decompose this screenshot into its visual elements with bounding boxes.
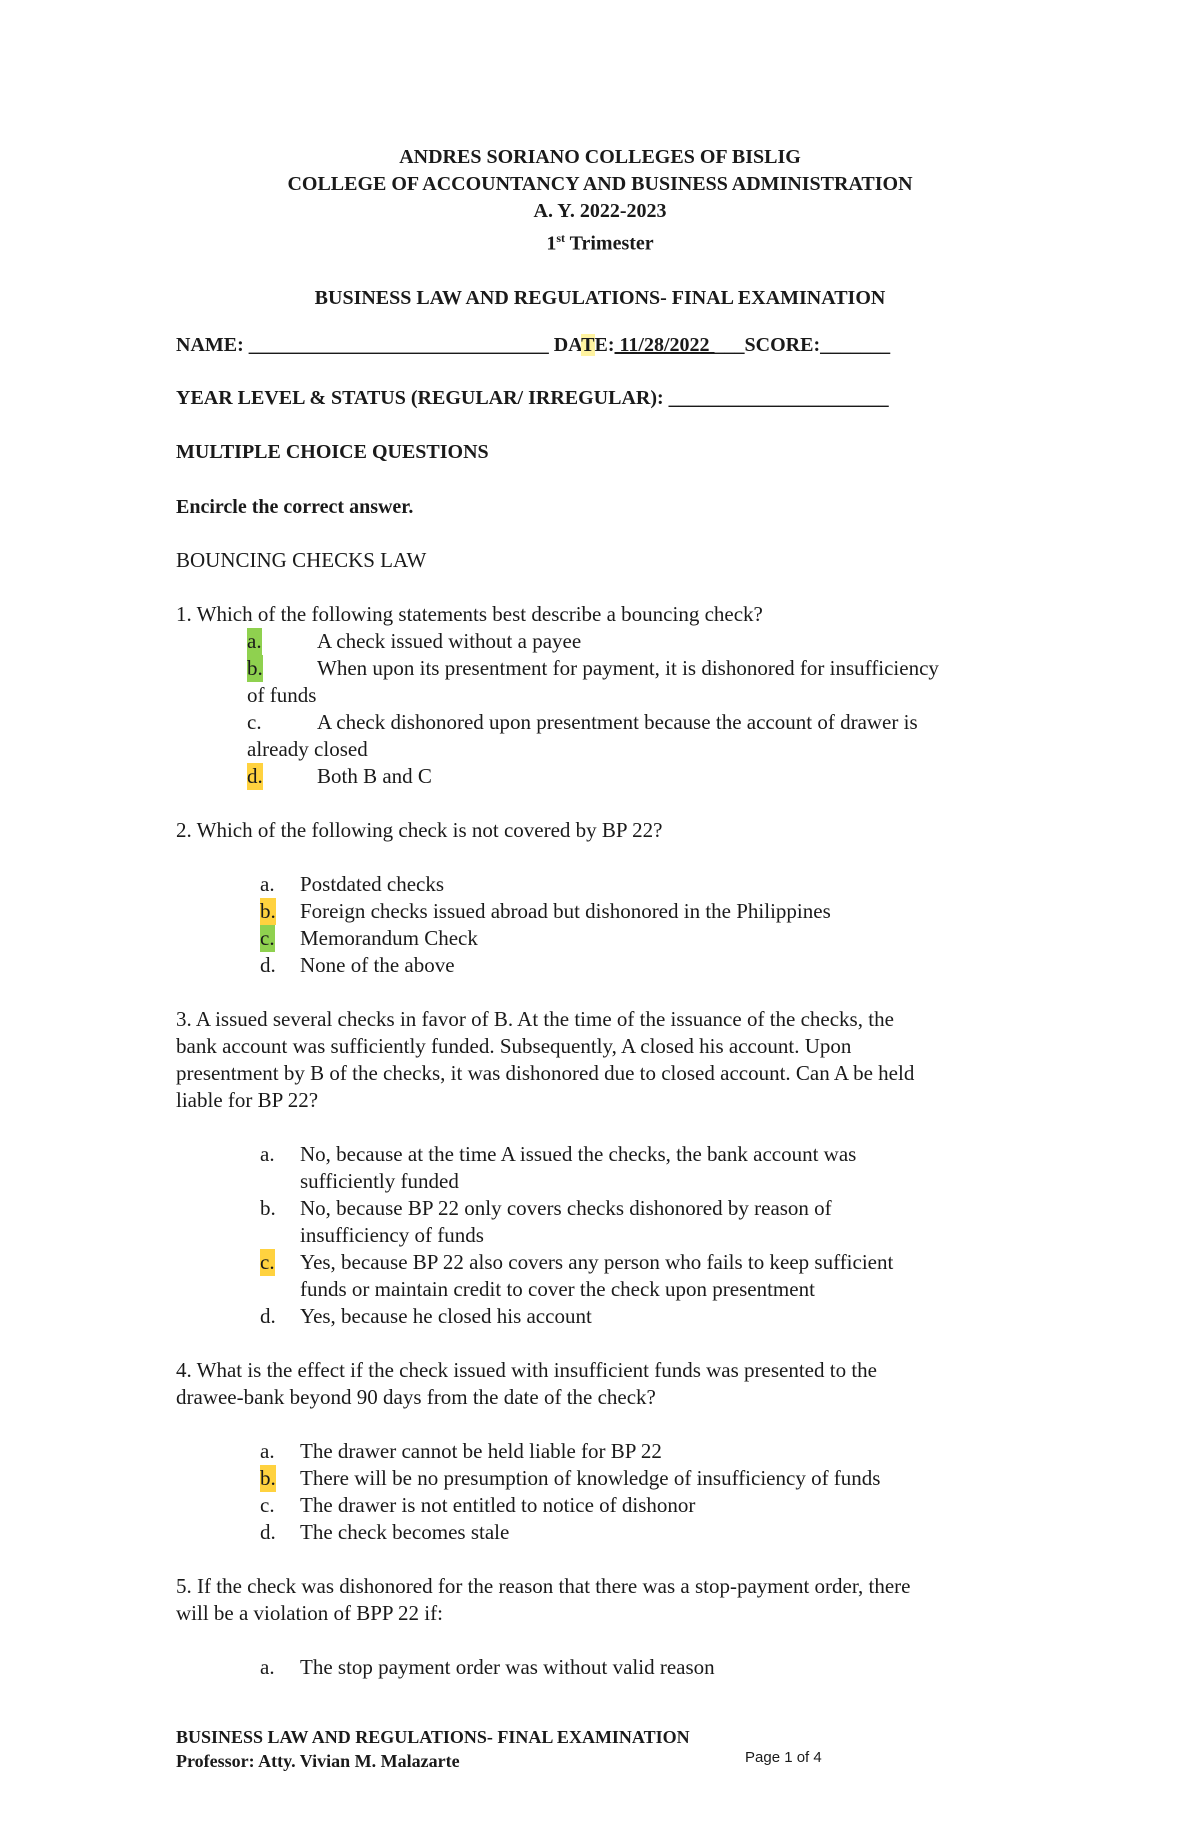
q2-option-a[interactable]: a. Postdated checks <box>260 872 445 896</box>
q5-option-a[interactable]: a. The stop payment order was without valid reason <box>260 1655 715 1679</box>
question-number: 2. <box>176 818 192 842</box>
year-level-field[interactable]: ______________________ <box>668 387 889 409</box>
page-footer <box>176 1725 690 1773</box>
q3-option-b-cont: insufficiency of funds <box>300 1223 484 1247</box>
instruction: Encircle the correct answer. <box>176 496 414 518</box>
exam-title: BUSINESS LAW AND REGULATIONS- FINAL EXAMINATION <box>314 286 886 309</box>
q2-option-c[interactable]: c. Memorandum Check <box>260 926 478 950</box>
section-title: MULTIPLE CHOICE QUESTIONS <box>176 441 489 463</box>
q3-option-d[interactable]: d. Yes, because he closed his account <box>260 1304 592 1328</box>
footer-professor: Professor: Atty. Vivian M. Malazarte <box>176 1751 460 1771</box>
q4-option-d[interactable]: d. The check becomes stale <box>260 1520 510 1544</box>
q3-option-a-cont: sufficiently funded <box>300 1169 459 1193</box>
q1-option-a[interactable]: a. A check issued without a payee <box>247 629 582 653</box>
question-1 <box>176 601 763 627</box>
document-header <box>0 144 1200 312</box>
question-4: 4. What is the effect if the check issued with insufficient funds was presented to the drawee-bank beyond 90 days from the date of the check? <box>176 1358 877 1409</box>
q3-option-b[interactable]: b. No, because BP 22 only covers checks dishonored by reason of <box>260 1196 832 1220</box>
question-5: 5. If the check was dishonored for the reason that there was a stop-payment order, there will be a violation of BPP 22 if: <box>176 1574 911 1625</box>
page-number: Page 1 of 4 <box>745 1749 822 1766</box>
q3-option-c-cont: funds or maintain credit to cover the check upon presentment <box>300 1277 815 1301</box>
school-name: ANDRES SORIANO COLLEGES OF BISLIG <box>399 146 801 168</box>
college-name: COLLEGE OF ACCOUNTANCY AND BUSINESS ADMINISTRATION <box>287 173 913 195</box>
question-number: 1. <box>176 602 192 626</box>
q1-option-d[interactable]: d. Both B and C <box>247 764 432 788</box>
trimester-number: 1 <box>546 232 557 255</box>
q4-option-c[interactable]: c. The drawer is not entitled to notice of dishonor <box>260 1493 696 1517</box>
question-2 <box>176 817 662 843</box>
trimester <box>0 225 1200 258</box>
name-date-score-row <box>176 332 890 358</box>
q1-option-b-cont: of funds <box>247 683 317 707</box>
question-text: Which of the following check is not covered by BP 22? <box>196 818 663 842</box>
year-level-label: YEAR LEVEL & STATUS (REGULAR/ IRREGULAR): <box>176 387 664 409</box>
academic-year: A. Y. 2022-2023 <box>533 200 667 222</box>
topic-heading: BOUNCING CHECKS LAW <box>176 548 427 572</box>
year-level-row <box>176 385 889 411</box>
score-label: SCORE: <box>744 334 821 356</box>
question-text: Which of the following statements best describe a bouncing check? <box>196 602 763 626</box>
q2-option-b[interactable]: b. Foreign checks issued abroad but dishonored in the Philippines <box>260 899 831 923</box>
q3-option-a[interactable]: a. No, because at the time A issued the checks, the bank account was <box>260 1142 857 1166</box>
name-field[interactable]: ______________________________ <box>248 334 549 356</box>
q2-option-d[interactable]: d. None of the above <box>260 953 455 977</box>
score-field[interactable]: _______ <box>820 334 891 356</box>
q4-option-a[interactable]: a. The drawer cannot be held liable for BP 22 <box>260 1439 662 1463</box>
q4-option-b[interactable]: b. There will be no presumption of knowledge of insufficiency of funds <box>260 1466 881 1490</box>
q1-option-c[interactable]: c. A check dishonored upon presentment because the account of drawer is <box>247 710 918 734</box>
date-label: DATE: <box>553 334 615 356</box>
footer-title: BUSINESS LAW AND REGULATIONS- FINAL EXAMINATION <box>176 1727 690 1747</box>
date-trailing-blank: ___ <box>714 334 745 356</box>
name-label: NAME: <box>176 334 244 356</box>
q3-option-c[interactable]: c. Yes, because BP 22 also covers any person who fails to keep sufficient <box>260 1250 894 1274</box>
trimester-suffix: st <box>556 231 565 245</box>
date-value[interactable]: 11/28/2022 <box>614 334 715 356</box>
q1-option-c-cont: already closed <box>247 737 368 761</box>
q1-option-b[interactable]: b. When upon its presentment for payment, it is dishonored for insufficiency <box>247 656 939 680</box>
trimester-word: Trimester <box>565 232 654 255</box>
question-3: 3. A issued several checks in favor of B. At the time of the issuance of the checks, the bank account was sufficiently funded. Subsequently, A closed his account. Upon presentment by B of the checks, it was dishonored due to closed account. Can A be held liable for BP 22? <box>176 1007 915 1112</box>
